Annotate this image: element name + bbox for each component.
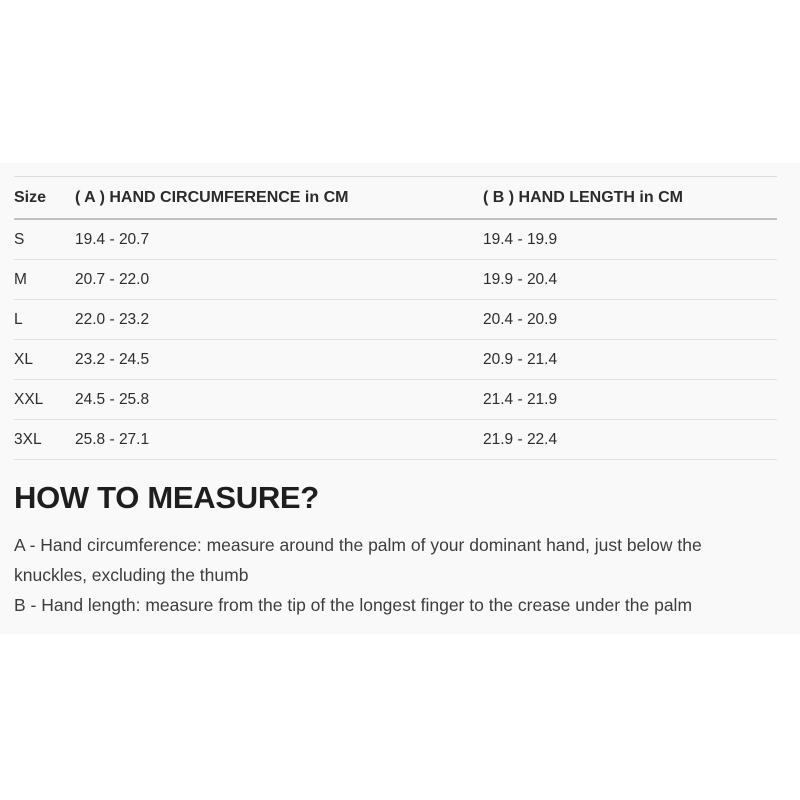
length-cell: 19.4 - 19.9 — [483, 219, 777, 260]
size-chart-panel — [0, 163, 800, 634]
header-hand-length: ( B ) HAND LENGTH in CM — [483, 177, 777, 220]
table-row — [14, 380, 777, 420]
size-cell: 3XL — [14, 420, 75, 460]
size-chart-body — [14, 219, 777, 460]
instruction-b — [14, 590, 777, 620]
instruction-a-line2: knuckles, excluding the thumb — [14, 565, 249, 586]
table-row — [14, 420, 777, 460]
size-chart-header — [14, 177, 777, 220]
length-cell: 20.9 - 21.4 — [483, 340, 777, 380]
size-cell: S — [14, 219, 75, 260]
length-cell: 20.4 - 20.9 — [483, 300, 777, 340]
size-chart-table — [14, 176, 777, 460]
header-row — [14, 177, 777, 220]
how-to-measure-title: HOW TO MEASURE? — [14, 480, 319, 515]
table-row — [14, 300, 777, 340]
table-row — [14, 219, 777, 260]
size-cell: XXL — [14, 380, 75, 420]
header-size: Size — [14, 177, 75, 220]
size-cell: M — [14, 260, 75, 300]
size-cell: L — [14, 300, 75, 340]
length-cell: 21.9 - 22.4 — [483, 420, 777, 460]
circumference-cell: 22.0 - 23.2 — [75, 300, 483, 340]
circumference-cell: 25.8 - 27.1 — [75, 420, 483, 460]
table-row — [14, 340, 777, 380]
circumference-cell: 20.7 - 22.0 — [75, 260, 483, 300]
circumference-cell: 19.4 - 20.7 — [75, 219, 483, 260]
length-cell: 19.9 - 20.4 — [483, 260, 777, 300]
header-hand-circumference: ( A ) HAND CIRCUMFERENCE in CM — [75, 177, 483, 220]
instruction-b-text: B - Hand length: measure from the tip of the longest finger to the crease under the palm — [14, 595, 693, 616]
length-cell: 21.4 - 21.9 — [483, 380, 777, 420]
table-row — [14, 260, 777, 300]
instruction-a-line1: A - Hand circumference: measure around the palm of your dominant hand, just below the — [14, 535, 702, 556]
circumference-cell: 23.2 - 24.5 — [75, 340, 483, 380]
instruction-a — [14, 530, 777, 590]
circumference-cell: 24.5 - 25.8 — [75, 380, 483, 420]
size-cell: XL — [14, 340, 75, 380]
